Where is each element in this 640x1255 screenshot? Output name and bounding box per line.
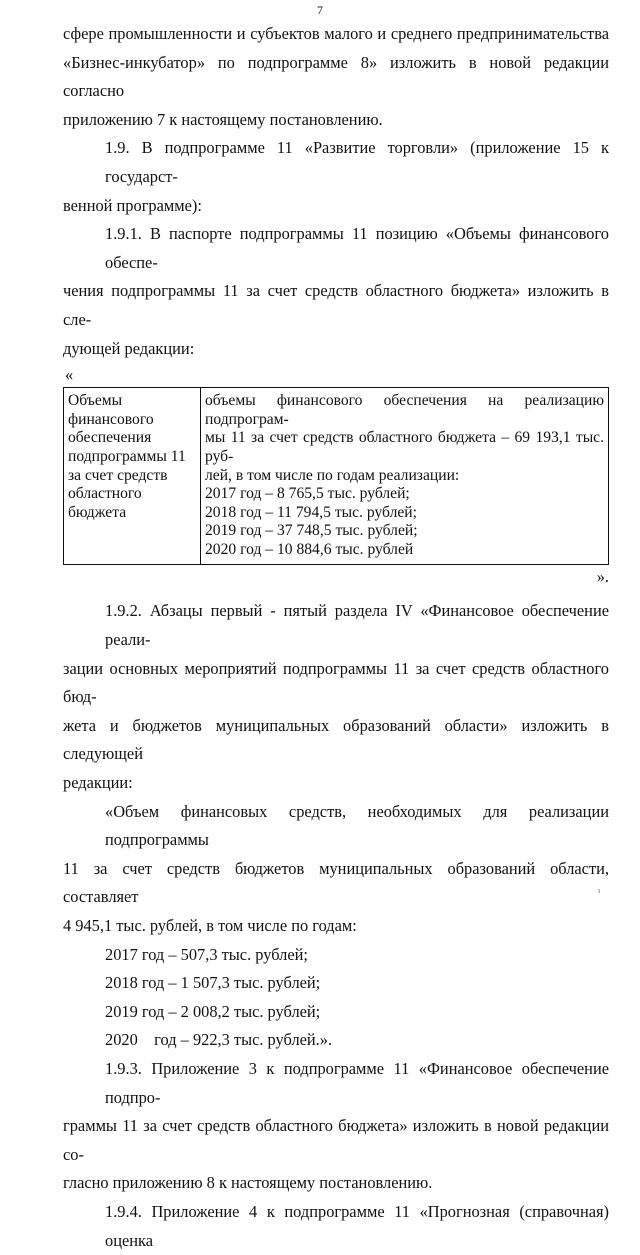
page-number: 7	[317, 3, 323, 17]
table-label-cell	[64, 388, 201, 565]
year-item: 2020 год – 922,3 тыс. рублей.».	[105, 1030, 333, 1050]
text-line: сфере промышленности и субъектов малого и среднего предпринимательства	[63, 24, 609, 43]
text-line: 1.9.2. Абзацы первый - пятый раздела IV «Финансовое обеспечение реали-	[105, 601, 609, 650]
table-label-line: финансового	[68, 410, 154, 428]
table-label-line: подпрограммы 11	[68, 447, 186, 465]
text-line: приложению 7 к настоящему постановлению.	[63, 109, 383, 129]
table-value-line: 2017 год – 8 765,5 тыс. рублей;	[205, 485, 410, 503]
table-value-line: 2020 год – 10 884,6 тыс. рублей	[205, 540, 414, 558]
year-item: 2019 год – 2 008,2 тыс. рублей;	[105, 1001, 321, 1021]
table-value-line: лей, в том числе по годам реализации:	[205, 466, 460, 484]
text-line: «Объем финансовых средств, необходимых для реализации подпрограммы	[105, 801, 609, 850]
text-line: 4 945,1 тыс. рублей, в том числе по годам:	[63, 916, 357, 935]
closing-quote: ».	[596, 567, 609, 587]
table-value-line: 2019 год – 37 748,5 тыс. рублей;	[205, 522, 418, 540]
text-line: 1.9. В подпрограмме 11 «Развитие торговли» (приложение 15 к государст-	[105, 138, 609, 186]
quoted-paragraph	[63, 798, 609, 941]
document-body	[63, 20, 609, 1255]
text-line: 1.9.3. Приложение 3 к подпрограмме 11 «Финансовое обеспечение подпро-	[105, 1058, 609, 1107]
paragraph-1-9-1	[63, 220, 609, 363]
text-line: граммы 11 за счет средств областного бюджета» изложить в новой редакции со-	[63, 1116, 609, 1164]
text-line: чения подпрограммы 11 за счет средств областного бюджета» изложить в сле-	[63, 281, 609, 329]
text-line: дующей редакции:	[63, 338, 195, 358]
table-label-line: бюджета	[68, 503, 127, 521]
text-line: редакции:	[63, 773, 133, 793]
corner-mark: ı	[598, 886, 601, 895]
text-line: 11 за счет средств бюджетов муниципальных образований области, составляет	[63, 858, 609, 907]
table-value-line: объемы финансового обеспечения на реализацию подпрограм-	[205, 392, 604, 428]
table-label-line: обеспечения	[68, 429, 152, 447]
paragraph-intro	[63, 20, 609, 134]
paragraph-1-9	[63, 134, 609, 220]
table-value-line: мы 11 за счет средств областного бюджета – 69 193,1 тыс. руб-	[205, 429, 604, 465]
table-label-line: областного	[68, 485, 142, 503]
table-row	[64, 388, 609, 565]
paragraph-1-9-2	[63, 597, 609, 797]
paragraph-1-9-3	[63, 1055, 609, 1198]
financing-table	[63, 387, 609, 565]
table-label-line: за счет средств	[68, 466, 168, 484]
text-line: 1.9.1. В паспорте подпрограммы 11 позицию «Объемы финансового обеспе-	[105, 224, 609, 272]
text-line: жета и бюджетов муниципальных образований области» изложить в следующей	[63, 715, 609, 764]
year-list	[63, 941, 609, 1055]
opening-quote: «	[65, 365, 74, 385]
text-line: 1.9.4. Приложение 4 к подпрограмме 11 «Прогнозная (справочная) оценка	[105, 1201, 609, 1250]
table-label-line: Объемы	[68, 392, 123, 410]
text-line: зации основных мероприятий подпрограммы 11 за счет средств областного бюд-	[63, 658, 609, 707]
text-line: «Бизнес-инкубатор» по подпрограмме 8» изложить в новой редакции согласно	[63, 52, 609, 101]
year-item: 2017 год – 507,3 тыс. рублей;	[105, 944, 308, 964]
table-value-cell	[201, 388, 609, 565]
paragraph-1-9-4	[63, 1198, 609, 1255]
text-line: венной программе):	[63, 195, 202, 215]
table-value-line: 2018 год – 11 794,5 тыс. рублей;	[205, 503, 417, 521]
text-line: гласно приложению 8 к настоящему постановлению.	[63, 1173, 433, 1193]
year-item: 2018 год – 1 507,3 тыс. рублей;	[105, 973, 321, 993]
